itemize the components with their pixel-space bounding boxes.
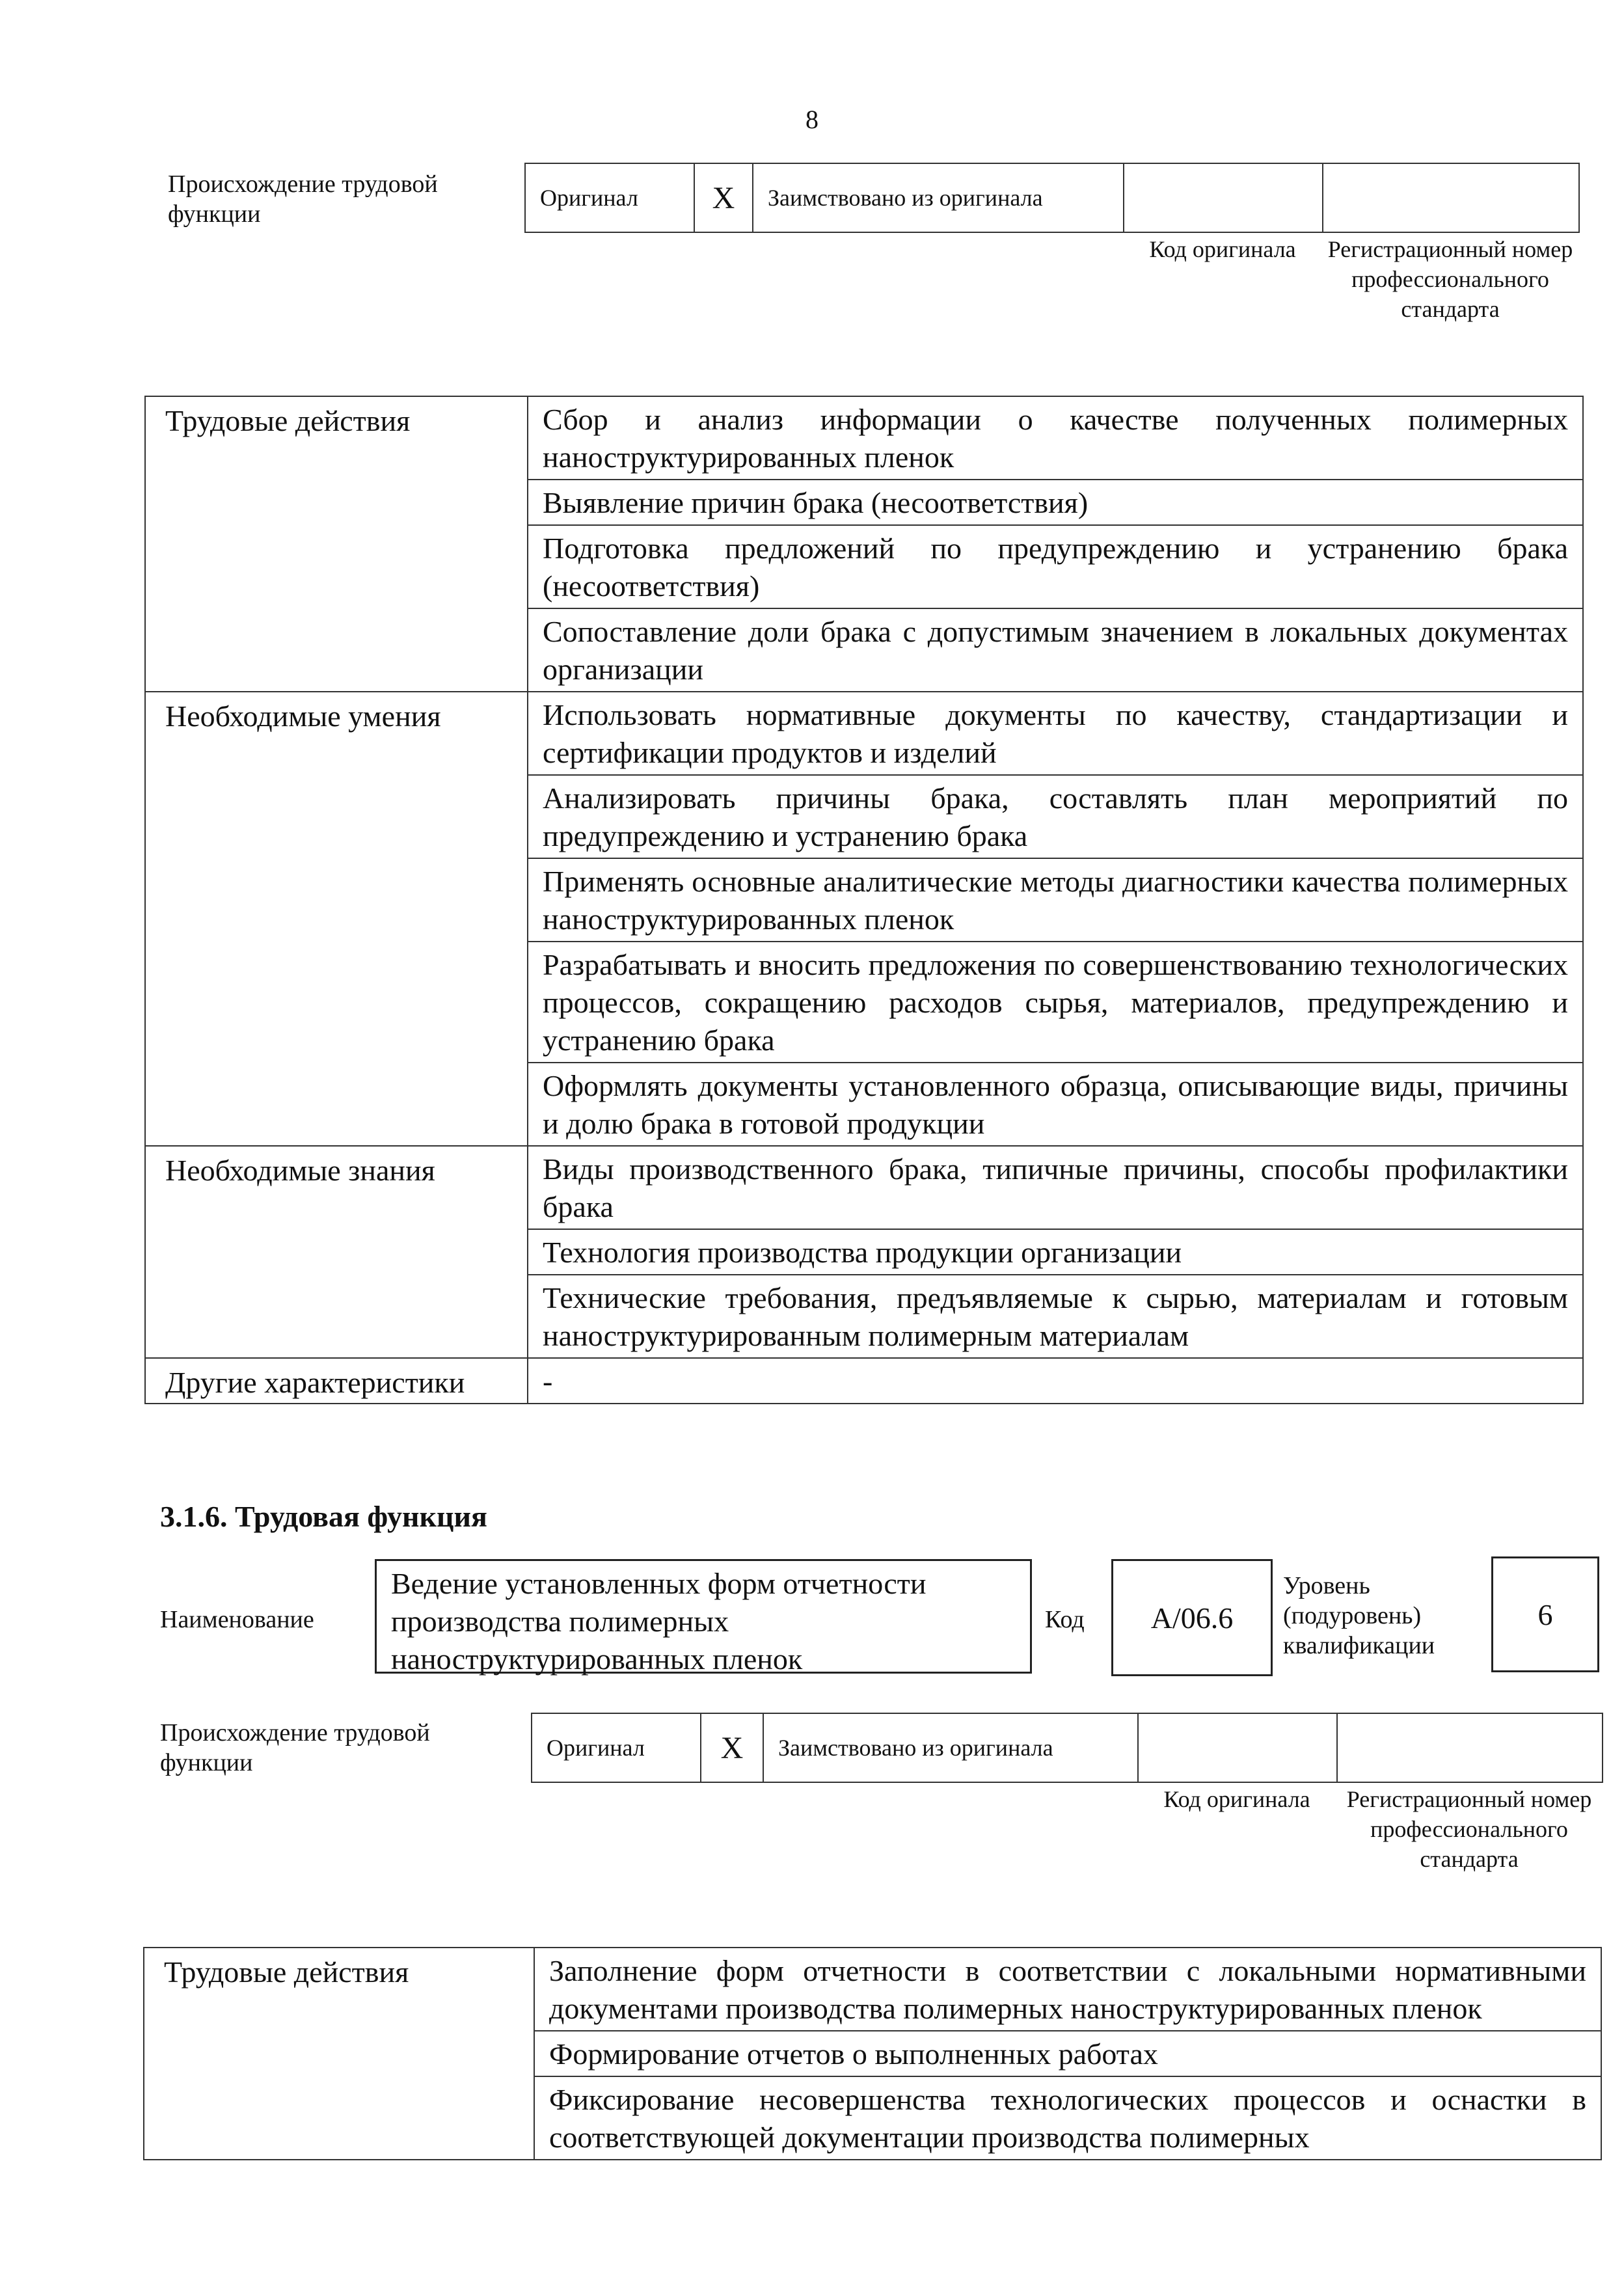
table-item: Сопоставление доли брака с допустимым значением в локальных документах организации xyxy=(528,608,1583,692)
original-mark: X xyxy=(694,163,753,232)
table-item: Сбор и анализ информации о качестве полученных полимерных наноструктурированных пленок xyxy=(528,396,1583,480)
category-required-skills: Необходимые умения xyxy=(145,692,528,1146)
table-item: Фиксирование несовершенства технологических процессов и оснастки в соответствующей документации производства полимерных xyxy=(534,2076,1601,2160)
labor-function-table xyxy=(144,396,1584,1404)
original-code-cell xyxy=(1138,1713,1337,1782)
table-item: Выявление причин брака (несоответствия) xyxy=(528,480,1583,525)
qualification-level-label: Уровень (подуровень) квалификации xyxy=(1283,1572,1435,1659)
table-item: - xyxy=(528,1358,1583,1404)
registration-number-cell xyxy=(1337,1713,1603,1782)
table-item: Технические требования, предъявляемые к сырью, материалам и готовым наноструктурированным полимерным материалам xyxy=(528,1275,1583,1358)
origin-table xyxy=(524,163,1580,233)
table-item: Формирование отчетов о выполненных работах xyxy=(534,2031,1601,2076)
table-item: Оформлять документы установленного образца, описывающие виды, причины и долю брака в готовой продукции xyxy=(528,1063,1583,1146)
table-item: Технология производства продукции организации xyxy=(528,1229,1583,1275)
origin-label: Происхождение трудовой функции xyxy=(160,1719,430,1776)
labor-function-table xyxy=(143,1947,1602,2160)
origin-table xyxy=(531,1713,1603,1783)
function-name-box: Ведение установленных форм отчетности производства полимерных наноструктурированных пленок xyxy=(375,1559,1032,1674)
registration-number-cell xyxy=(1323,163,1579,232)
code-caption: Код оригинала xyxy=(1163,1786,1310,1812)
qualification-level-box: 6 xyxy=(1491,1556,1599,1672)
section-heading: 3.1.6. Трудовая функция xyxy=(160,1500,487,1533)
original-mark: X xyxy=(701,1713,763,1782)
borrowed-cell: Заимствовано из оригинала xyxy=(753,163,1124,232)
table-item: Заполнение форм отчетности в соответствии с локальными нормативными документами производства полимерных наноструктурированных пленок xyxy=(534,1948,1601,2031)
table-item: Подготовка предложений по предупреждению и устранению брака (несоответствия) xyxy=(528,525,1583,608)
origin-label: Происхождение трудовой функции xyxy=(168,170,438,228)
code-label: Код xyxy=(1045,1606,1085,1633)
category-required-knowledge: Необходимые знания xyxy=(145,1146,528,1358)
original-cell: Оригинал xyxy=(532,1713,701,1782)
code-caption: Код оригинала xyxy=(1149,236,1296,262)
table-item: Виды производственного брака, типичные причины, способы профилактики брака xyxy=(528,1146,1583,1229)
borrowed-cell: Заимствовано из оригинала xyxy=(763,1713,1138,1782)
page-number: 8 xyxy=(805,105,819,134)
category-labor-actions: Трудовые действия xyxy=(145,396,528,692)
category-labor-actions: Трудовые действия xyxy=(144,1948,534,2160)
original-code-cell xyxy=(1124,163,1323,232)
name-label: Наименование xyxy=(160,1606,314,1633)
table-item: Использовать нормативные документы по качеству, стандартизации и сертификации продуктов и изделий xyxy=(528,692,1583,775)
registration-caption: Регистрационный номер профессионального стандарта xyxy=(1327,236,1573,322)
table-item: Анализировать причины брака, составлять план мероприятий по предупреждению и устранению брака xyxy=(528,775,1583,858)
original-cell: Оригинал xyxy=(525,163,694,232)
function-code-box: А/06.6 xyxy=(1111,1559,1273,1676)
registration-caption: Регистрационный номер профессионального стандарта xyxy=(1346,1786,1592,1872)
table-item: Применять основные аналитические методы диагностики качества полимерных наноструктурированных пленок xyxy=(528,858,1583,942)
category-other-characteristics: Другие характеристики xyxy=(145,1358,528,1404)
table-item: Разрабатывать и вносить предложения по совершенствованию технологических процессов, сокращению расходов сырья, материалов, предупреждению и устранению брака xyxy=(528,942,1583,1063)
